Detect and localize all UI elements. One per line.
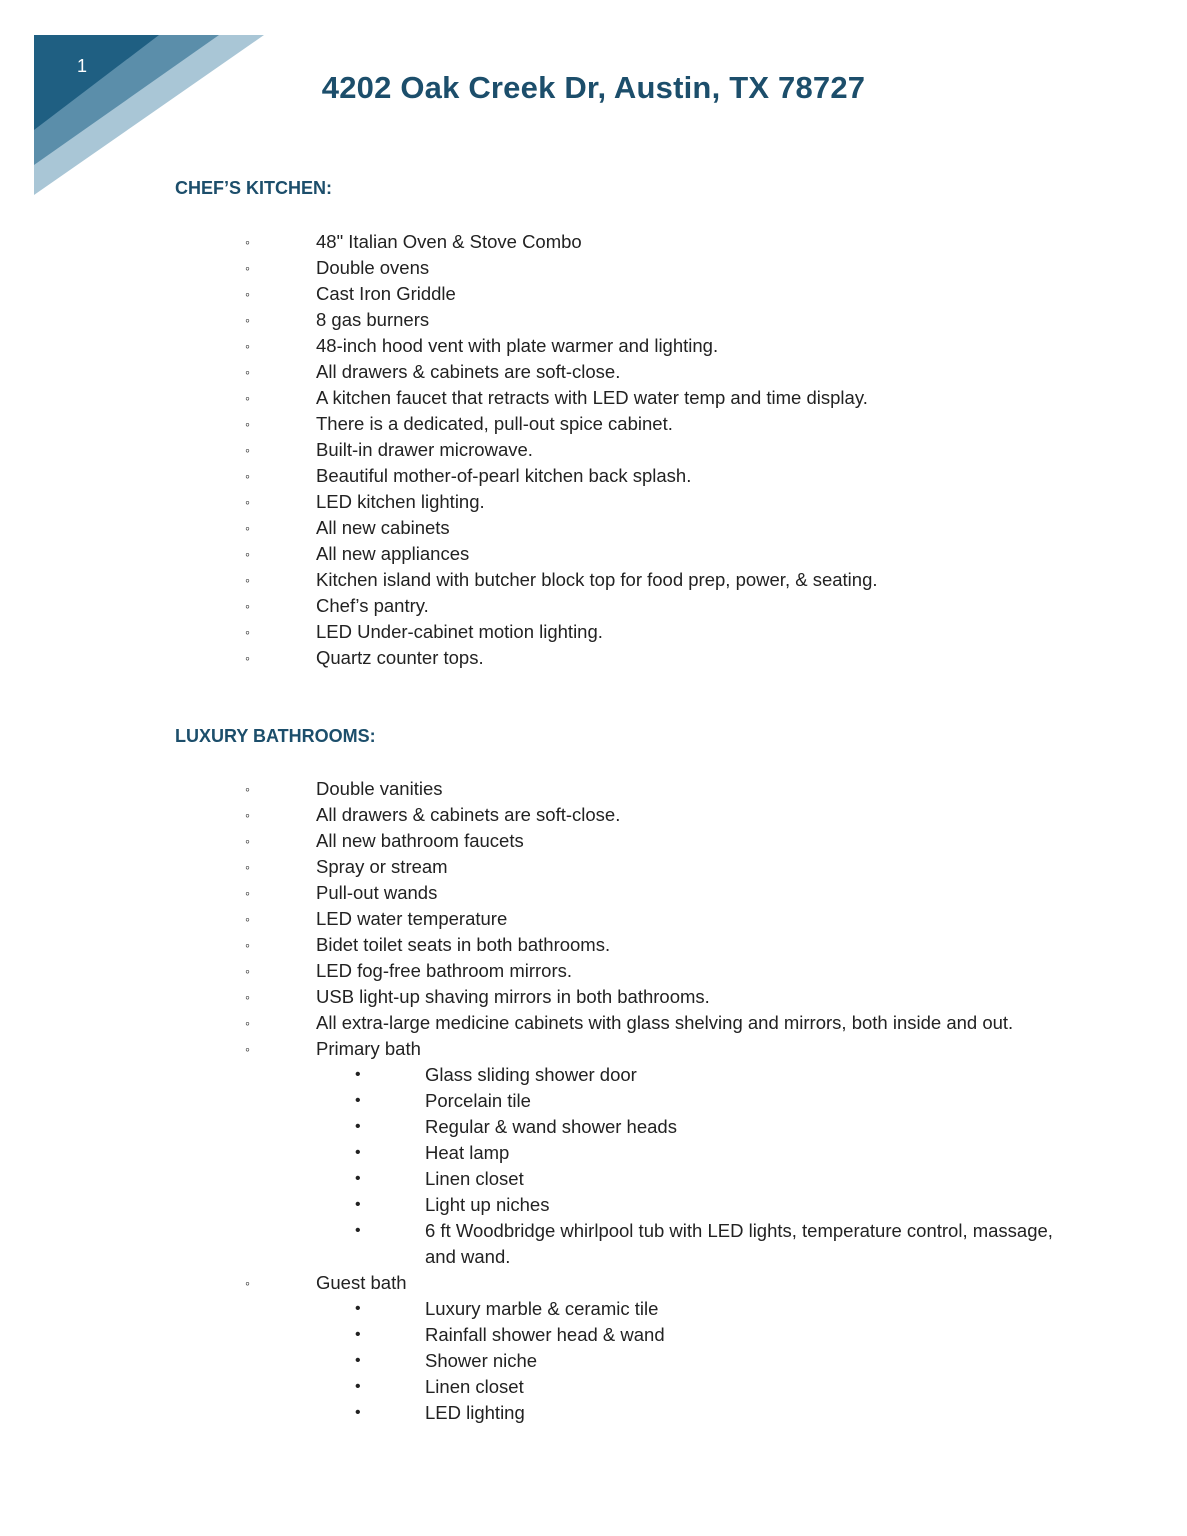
list-item: ◦ Kitchen island with butcher block top for food prep, power, & seating. xyxy=(0,567,878,593)
list-item: ◦ All new cabinets xyxy=(0,515,878,541)
list-item: ◦ Spray or stream xyxy=(0,854,1065,880)
bullet: • xyxy=(355,1378,361,1395)
bullet: ◦ xyxy=(245,572,250,588)
list-item: ◦ Beautiful mother-of-pearl kitchen back splash. xyxy=(0,463,878,489)
list-item: ◦ 48-inch hood vent with plate warmer and lighting. xyxy=(0,333,878,359)
bullet: ◦ xyxy=(245,338,250,354)
list-item: ◦ All drawers & cabinets are soft-close. xyxy=(0,802,1065,828)
bullet: • xyxy=(355,1404,361,1421)
bullet: ◦ xyxy=(245,520,250,536)
sub-list-item: • Linen closet xyxy=(0,1166,1065,1192)
bullet: ◦ xyxy=(245,937,250,953)
list-item: ◦ 8 gas burners xyxy=(0,307,878,333)
bullet: ◦ xyxy=(245,859,250,875)
bullet: • xyxy=(355,1300,361,1317)
list-item: ◦ Pull-out wands xyxy=(0,880,1065,906)
bullet: ◦ xyxy=(245,364,250,380)
bullet: ◦ xyxy=(245,885,250,901)
sub-list-item: • LED lighting xyxy=(0,1400,1065,1426)
sub-list-item: • Heat lamp xyxy=(0,1140,1065,1166)
bullet: ◦ xyxy=(245,833,250,849)
kitchen-heading: CHEF’S KITCHEN: xyxy=(175,178,332,198)
list-item: ◦ All extra-large medicine cabinets with glass shelving and mirrors, both inside and out. xyxy=(0,1010,1065,1036)
page-title xyxy=(0,70,1187,106)
list-item: ◦ Quartz counter tops. xyxy=(0,645,878,671)
sub-list-item: • Glass sliding shower door xyxy=(0,1062,1065,1088)
list-item-primary-bath: ◦ Primary bath xyxy=(0,1036,1065,1062)
bullet: • xyxy=(355,1118,361,1135)
bullet: ◦ xyxy=(245,963,250,979)
bullet: ◦ xyxy=(245,989,250,1005)
sub-list-item: • Linen closet xyxy=(0,1374,1065,1400)
page-number: 1 xyxy=(77,56,88,76)
sub-list-item: • 6 ft Woodbridge whirlpool tub with LED lights, temperature control, massage, and wand. xyxy=(355,1220,1053,1267)
bullet: ◦ xyxy=(245,911,250,927)
sub-list-item: • Porcelain tile xyxy=(0,1088,1065,1114)
list-item: ◦ Double ovens xyxy=(0,255,878,281)
bullet: ◦ xyxy=(245,312,250,328)
page-title-text: 4202 Oak Creek Dr, Austin, TX 78727 xyxy=(321,70,866,105)
bullet: ◦ xyxy=(245,598,250,614)
bullet: ◦ xyxy=(245,1275,250,1291)
sub-list-item: • Luxury marble & ceramic tile xyxy=(0,1296,1065,1322)
list-item-guest-bath: ◦ Guest bath xyxy=(0,1270,1065,1296)
bullet: ◦ xyxy=(245,781,250,797)
bullet: ◦ xyxy=(245,1015,250,1031)
sub-list-item: • Rainfall shower head & wand xyxy=(0,1322,1065,1348)
list-item: ◦ Double vanities xyxy=(0,776,1065,802)
bathrooms-heading: LUXURY BATHROOMS: xyxy=(175,726,376,746)
bullet: • xyxy=(355,1326,361,1343)
bullet: ◦ xyxy=(245,1041,250,1057)
list-item: ◦ Built-in drawer microwave. xyxy=(0,437,878,463)
list-item: ◦ Cast Iron Griddle xyxy=(0,281,878,307)
bullet: • xyxy=(355,1222,361,1239)
list-item: ◦ Chef’s pantry. xyxy=(0,593,878,619)
kitchen-list xyxy=(0,229,878,671)
bullet: ◦ xyxy=(245,260,250,276)
list-item: ◦ All drawers & cabinets are soft-close. xyxy=(0,359,878,385)
list-item: ◦ LED fog-free bathroom mirrors. xyxy=(0,958,1065,984)
bullet: • xyxy=(355,1092,361,1109)
corner-decoration xyxy=(34,35,264,195)
bullet: ◦ xyxy=(245,650,250,666)
list-item: ◦ 48" Italian Oven & Stove Combo xyxy=(0,229,878,255)
bathrooms-list xyxy=(0,776,1065,1426)
list-item: ◦ USB light-up shaving mirrors in both bathrooms. xyxy=(0,984,1065,1010)
list-item: ◦ All new bathroom faucets xyxy=(0,828,1065,854)
sub-list-item: • Shower niche xyxy=(0,1348,1065,1374)
bullet: ◦ xyxy=(245,416,250,432)
bullet: ◦ xyxy=(245,234,250,250)
bullet: • xyxy=(355,1144,361,1161)
bullet: ◦ xyxy=(245,468,250,484)
bullet: ◦ xyxy=(245,286,250,302)
bullet: ◦ xyxy=(245,546,250,562)
list-item: ◦ All new appliances xyxy=(0,541,878,567)
list-item: ◦ There is a dedicated, pull-out spice cabinet. xyxy=(0,411,878,437)
bullet: ◦ xyxy=(245,390,250,406)
bullet: ◦ xyxy=(245,807,250,823)
bullet: ◦ xyxy=(245,494,250,510)
list-item: ◦ Bidet toilet seats in both bathrooms. xyxy=(0,932,1065,958)
bullet: ◦ xyxy=(245,624,250,640)
sub-list-item: • Regular & wand shower heads xyxy=(0,1114,1065,1140)
bullet: ◦ xyxy=(245,442,250,458)
bullet: • xyxy=(355,1066,361,1083)
bullet: • xyxy=(355,1352,361,1369)
list-item: ◦ LED water temperature xyxy=(0,906,1065,932)
sub-list-item: • Light up niches xyxy=(0,1192,1065,1218)
bullet: • xyxy=(355,1196,361,1213)
list-item: ◦ LED kitchen lighting. xyxy=(0,489,878,515)
list-item: ◦ A kitchen faucet that retracts with LED water temp and time display. xyxy=(0,385,878,411)
list-item: ◦ LED Under-cabinet motion lighting. xyxy=(0,619,878,645)
bullet: • xyxy=(355,1170,361,1187)
